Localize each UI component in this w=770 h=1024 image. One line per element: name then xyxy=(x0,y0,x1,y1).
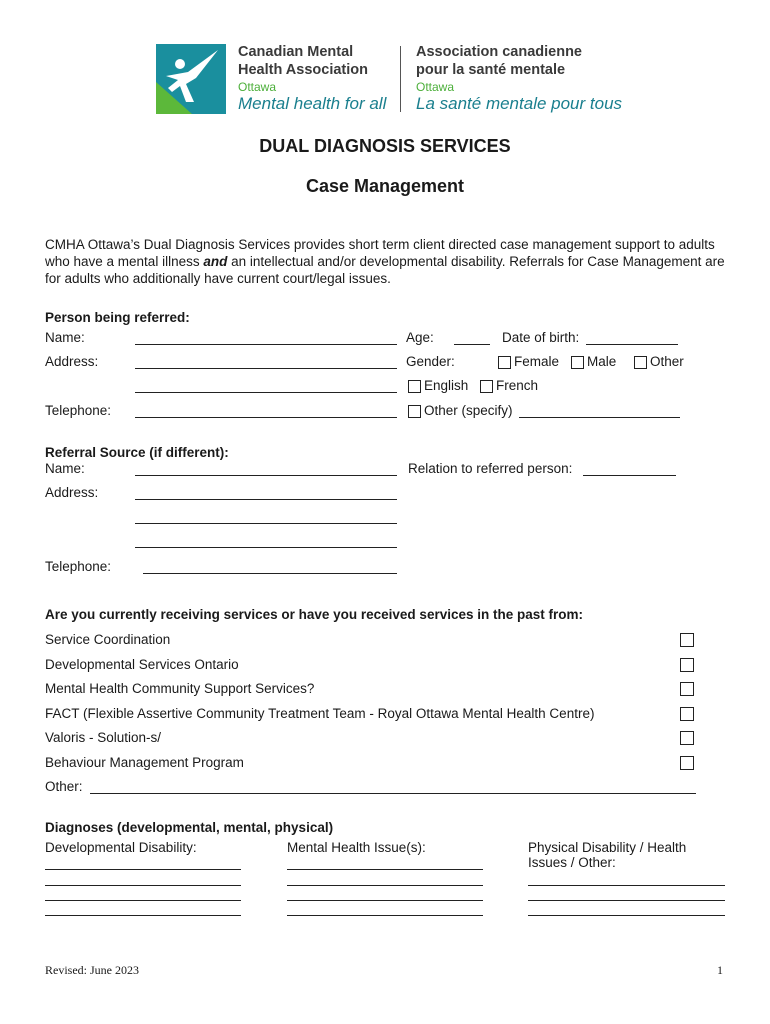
org-city-fr: Ottawa xyxy=(416,80,455,94)
referral-address-field-3[interactable] xyxy=(135,547,397,548)
language-other-label: Other (specify) xyxy=(424,403,513,418)
service-checkbox-6[interactable] xyxy=(680,756,694,770)
referral-telephone-label: Telephone: xyxy=(45,559,112,574)
diagnoses-physical-label-2: Issues / Other: xyxy=(528,855,616,870)
diagnoses-developmental-label: Developmental Disability: xyxy=(45,840,197,855)
physical-field-1[interactable] xyxy=(528,885,725,886)
service-checkbox-4[interactable] xyxy=(680,707,694,721)
language-french-checkbox[interactable] xyxy=(480,380,493,393)
referral-heading: Referral Source (if different): xyxy=(45,445,229,460)
org-name-fr-line2: pour la santé mentale xyxy=(416,62,566,78)
mental-field-1[interactable] xyxy=(287,869,483,870)
mental-field-2[interactable] xyxy=(287,885,483,886)
intro-text-1: CMHA Ottawa’s Dual Diagnosis Services provides short term client directed case management support to adults who have a mental illness xyxy=(45,237,715,269)
intro-text-2: an intellectual and/or developmental disability. Referrals for Case Management are for adults who additionally have current court/legal issues. xyxy=(45,254,725,286)
services-question: Are you currently receiving services or have you received services in the past from: xyxy=(45,607,583,622)
page-title: DUAL DIAGNOSIS SERVICES xyxy=(259,136,511,156)
org-city-en: Ottawa xyxy=(238,80,277,94)
gender-male-checkbox[interactable] xyxy=(571,356,584,369)
service-item: Service Coordination xyxy=(45,632,171,647)
person-name-label: Name: xyxy=(45,330,85,345)
person-address-field-2[interactable] xyxy=(135,392,397,393)
intro-emphasis: and xyxy=(203,254,228,269)
physical-field-3[interactable] xyxy=(528,915,725,916)
service-checkbox-2[interactable] xyxy=(680,658,694,672)
developmental-field-2[interactable] xyxy=(45,885,241,886)
referral-name-field[interactable] xyxy=(135,475,397,476)
referral-address-label: Address: xyxy=(45,485,99,500)
service-item: Mental Health Community Support Services? xyxy=(45,681,315,696)
person-dob-field[interactable] xyxy=(586,344,678,345)
page-number: 1 xyxy=(717,963,723,977)
mental-field-3[interactable] xyxy=(287,900,483,901)
gender-male-label: Male xyxy=(587,354,617,369)
person-address-field-1[interactable] xyxy=(135,368,397,369)
service-item: Valoris - Solution-s/ xyxy=(45,730,162,745)
referral-relation-field[interactable] xyxy=(583,475,676,476)
intro-paragraph xyxy=(45,236,735,287)
services-other-field[interactable] xyxy=(90,793,696,794)
person-dob-label: Date of birth: xyxy=(502,330,580,345)
diagnoses-mental-label: Mental Health Issue(s): xyxy=(287,840,426,855)
tagline-en: Mental health for all xyxy=(238,94,387,113)
org-name-en-line2: Health Association xyxy=(238,62,368,78)
service-item: FACT (Flexible Assertive Community Treatment Team - Royal Ottawa Mental Health Centre) xyxy=(45,706,595,721)
language-other-field[interactable] xyxy=(519,417,680,418)
referral-name-label: Name: xyxy=(45,461,85,476)
page-subtitle: Case Management xyxy=(305,176,465,196)
person-gender-label: Gender: xyxy=(406,354,455,369)
person-telephone-field[interactable] xyxy=(135,417,397,418)
diagnoses-heading: Diagnoses (developmental, mental, physical) xyxy=(45,820,334,835)
referral-relation-label: Relation to referred person: xyxy=(408,461,573,476)
org-name-en-line1: Canadian Mental xyxy=(238,44,354,60)
service-checkbox-5[interactable] xyxy=(680,731,694,745)
developmental-field-4[interactable] xyxy=(45,915,241,916)
language-french-label: French xyxy=(496,378,539,393)
referral-telephone-field[interactable] xyxy=(143,573,397,574)
org-name-fr-line1: Association canadienne xyxy=(416,44,582,60)
language-english-label: English xyxy=(424,378,469,393)
cmha-logo-icon xyxy=(156,44,226,114)
services-other-label: Other: xyxy=(45,779,83,794)
service-item: Behaviour Management Program xyxy=(45,755,244,770)
tagline-fr: La santé mentale pour tous xyxy=(416,94,623,113)
gender-female-label: Female xyxy=(514,354,560,369)
gender-female-checkbox[interactable] xyxy=(498,356,511,369)
person-telephone-label: Telephone: xyxy=(45,403,112,418)
logo-divider xyxy=(400,46,401,112)
gender-other-label: Other xyxy=(650,354,684,369)
referral-address-field-1[interactable] xyxy=(135,499,397,500)
person-address-label: Address: xyxy=(45,354,99,369)
service-checkbox-1[interactable] xyxy=(680,633,694,647)
service-item: Developmental Services Ontario xyxy=(45,657,239,672)
mental-field-4[interactable] xyxy=(287,915,483,916)
person-age-label: Age: xyxy=(406,330,434,345)
diagnoses-physical-label-1: Physical Disability / Health xyxy=(528,840,687,855)
physical-field-2[interactable] xyxy=(528,900,725,901)
referral-address-field-2[interactable] xyxy=(135,523,397,524)
person-age-field[interactable] xyxy=(454,344,490,345)
developmental-field-3[interactable] xyxy=(45,900,241,901)
gender-other-checkbox[interactable] xyxy=(634,356,647,369)
language-english-checkbox[interactable] xyxy=(408,380,421,393)
person-heading: Person being referred: xyxy=(45,310,190,325)
developmental-field-1[interactable] xyxy=(45,869,241,870)
service-checkbox-3[interactable] xyxy=(680,682,694,696)
language-other-checkbox[interactable] xyxy=(408,405,421,418)
footer-revised: Revised: June 2023 xyxy=(45,963,139,977)
person-name-field[interactable] xyxy=(135,344,397,345)
